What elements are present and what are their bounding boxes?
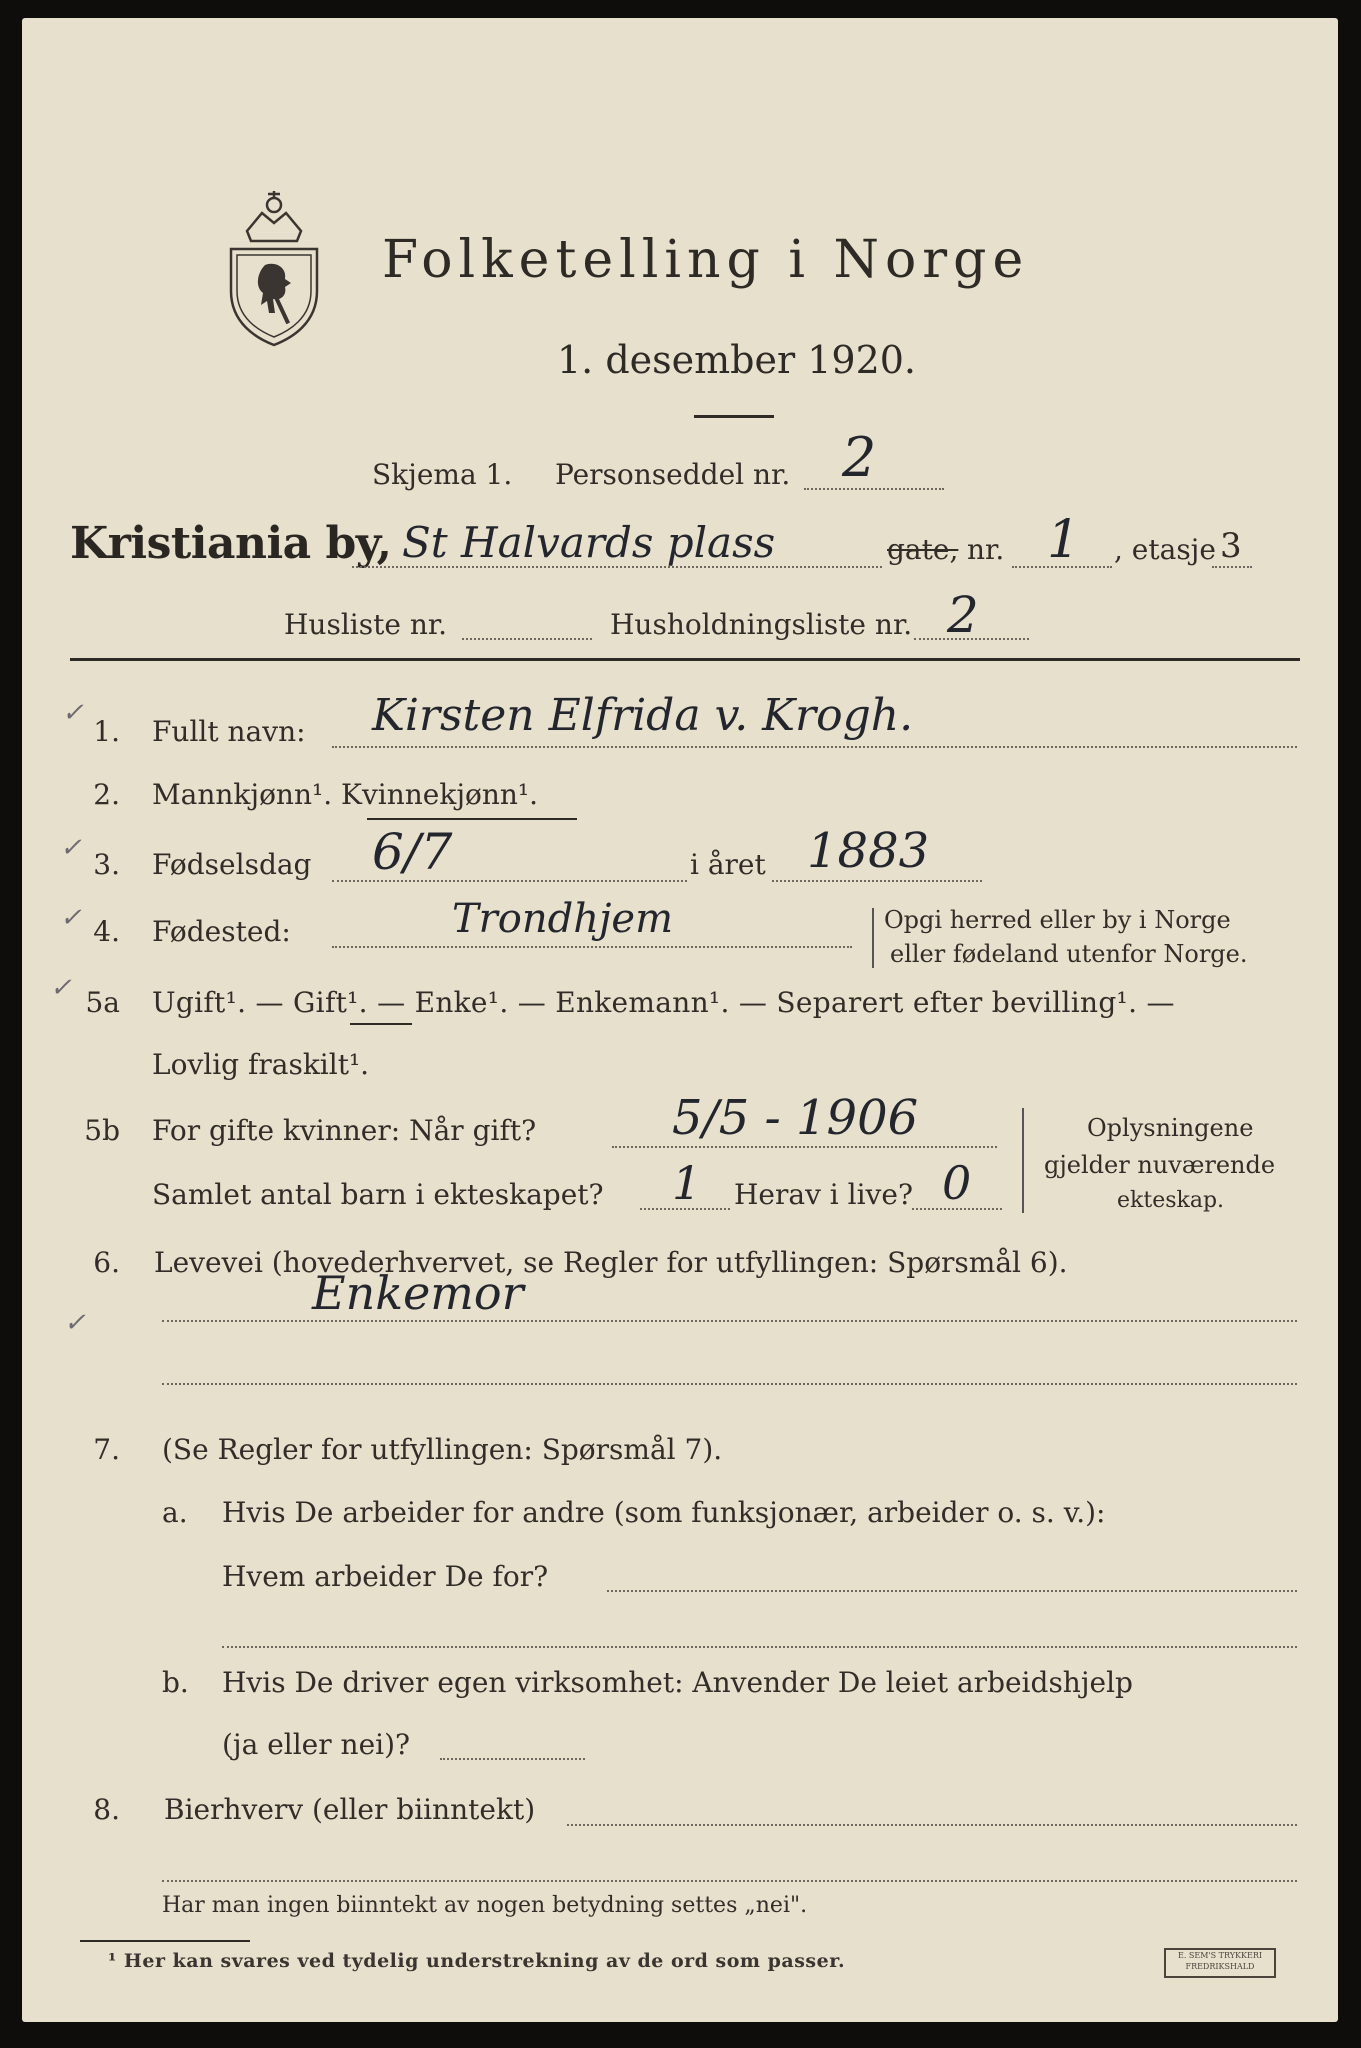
hired-help-field[interactable] [440,1758,585,1760]
coat-of-arms-icon [217,183,332,348]
q6-number: 6. [93,1246,120,1279]
census-form [22,18,1338,2022]
check-mark-q3: ✓ [60,833,82,863]
husliste-label: Husliste nr. [284,608,448,641]
form-title: Folketelling i Norge [382,230,1030,290]
q5b-label2: Samlet antal barn i ekteskapet? [152,1178,604,1211]
q8-extra-line [162,1880,1297,1882]
employer-field[interactable] [607,1590,1297,1592]
q1-number: 1. [93,715,120,748]
children-total-field[interactable]: 1 [672,1156,702,1210]
check-mark-q1: ✓ [62,698,84,728]
side-income-field[interactable] [567,1824,1297,1826]
q6-label: Levevei (hovederhvervet, se Regler for utfyllingen: Spørsmål 6). [154,1246,1068,1279]
q6-line1 [162,1320,1297,1322]
nr-label: nr. [967,533,1005,566]
personseddel-label: Personseddel nr. [555,458,791,491]
q5b-note-line3: ekteskap. [1117,1188,1225,1213]
husholdning-label: Husholdningsliste nr. [610,608,913,641]
personseddel-field[interactable]: 2 [842,426,877,489]
q2-underline-kvinnekjonn [367,818,577,820]
occupation-field[interactable]: Enkemor [312,1266,524,1320]
married-date-field[interactable]: 5/5 - 1906 [672,1090,919,1146]
q8-label: Bierhverv (eller biinntekt) [164,1793,536,1826]
form-date: 1. desember 1920. [557,338,917,382]
q5b-note-line2: gjelder nuværende [1044,1151,1276,1179]
printer-line1: E. SEM'S TRYKKERI [1177,1951,1263,1960]
show-through-text [1132,148,1338,648]
q4-number: 4. [93,915,120,948]
check-mark-q4: ✓ [60,903,82,933]
etasje-line [1212,566,1252,568]
q5a-line2: Lovlig fraskilt¹. [152,1048,370,1081]
q3-year-line [772,880,982,882]
footnote: ¹ Her kan svares ved tydelig understrekning av de ord som passer. [108,1950,846,1972]
q4-line [332,946,852,948]
q2-number: 2. [93,778,120,811]
skjema-label: Skjema 1. [372,458,513,491]
footer-note: Har man ingen biinntekt av nogen betydning settes „nei". [162,1893,808,1918]
printer-line2: FREDRIKSHALD [1185,1962,1255,1971]
footnote-rule [80,1940,250,1942]
q8-number: 8. [93,1793,120,1826]
street-field[interactable]: St Halvards plass [402,518,776,567]
check-mark-q5a: ✓ [50,973,72,1003]
q2-label: Mannkjønn¹. Kvinnekjønn¹. [152,778,539,811]
city-label: Kristiania by, [70,518,392,569]
full-name-field[interactable]: Kirsten Elfrida v. Krogh. [372,690,914,741]
q5b-married-line [612,1146,997,1148]
q3-label: Fødselsdag [152,848,312,881]
etasje-label: , etasje [1114,533,1216,566]
q4-label: Fødested: [152,915,291,948]
birthplace-field[interactable]: Trondhjem [452,896,674,942]
husliste-line [462,638,592,640]
q3-number: 3. [93,848,120,881]
q7-number: 7. [93,1433,120,1466]
q5a-line1: Ugift¹. — Gift¹. — Enke¹. — Enkemann¹. — Separert efter bevilling¹. — [152,986,1175,1019]
birth-year-field[interactable]: 1883 [807,823,930,879]
q6-line2 [162,1383,1297,1385]
header-separator [70,658,1300,661]
etasje-field[interactable]: 3 [1220,526,1242,566]
gate-label: gate, [887,533,959,566]
q1-label: Fullt navn: [152,715,306,748]
q7b-line2: (ja eller nei)? [222,1728,411,1761]
q4-note-line1: Opgi herred eller by i Norge [884,906,1231,934]
q5b-note-line1: Oplysningene [1087,1114,1254,1142]
q7b-line1: Hvis De driver egen virksomhet: Anvender De leiet arbeidshjelp [222,1666,1133,1699]
q7a-letter: a. [162,1496,188,1529]
q5b-brace [1022,1108,1024,1213]
q7-label: (Se Regler for utfyllingen: Spørsmål 7). [162,1433,723,1466]
q5b-label1: For gifte kvinner: Når gift? [152,1114,537,1147]
q4-brace [872,908,874,968]
q7b-letter: b. [162,1666,189,1699]
q5a-number: 5a [85,986,120,1019]
q5a-underline-gift [350,1023,412,1025]
title-divider [694,415,774,418]
q7a-line1: Hvis De arbeider for andre (som funksjonær, arbeider o. s. v.): [222,1496,1106,1529]
q1-line [332,746,1297,748]
q7a-line2: Hvem arbeider De for? [222,1560,549,1593]
husholdning-field[interactable]: 2 [947,586,979,644]
nr-field[interactable]: 1 [1047,510,1081,570]
q5b-number: 5b [84,1114,120,1147]
check-mark-q6: ✓ [64,1308,86,1338]
q7a-extra-line [222,1646,1297,1648]
printer-stamp [1164,1948,1276,1978]
q3-year-label: i året [690,848,766,881]
children-alive-field[interactable]: 0 [942,1156,972,1210]
q5b-label3: Herav i live? [734,1178,913,1211]
birthday-field[interactable]: 6/7 [372,823,453,881]
q4-note-line2: eller fødeland utenfor Norge. [890,940,1248,968]
